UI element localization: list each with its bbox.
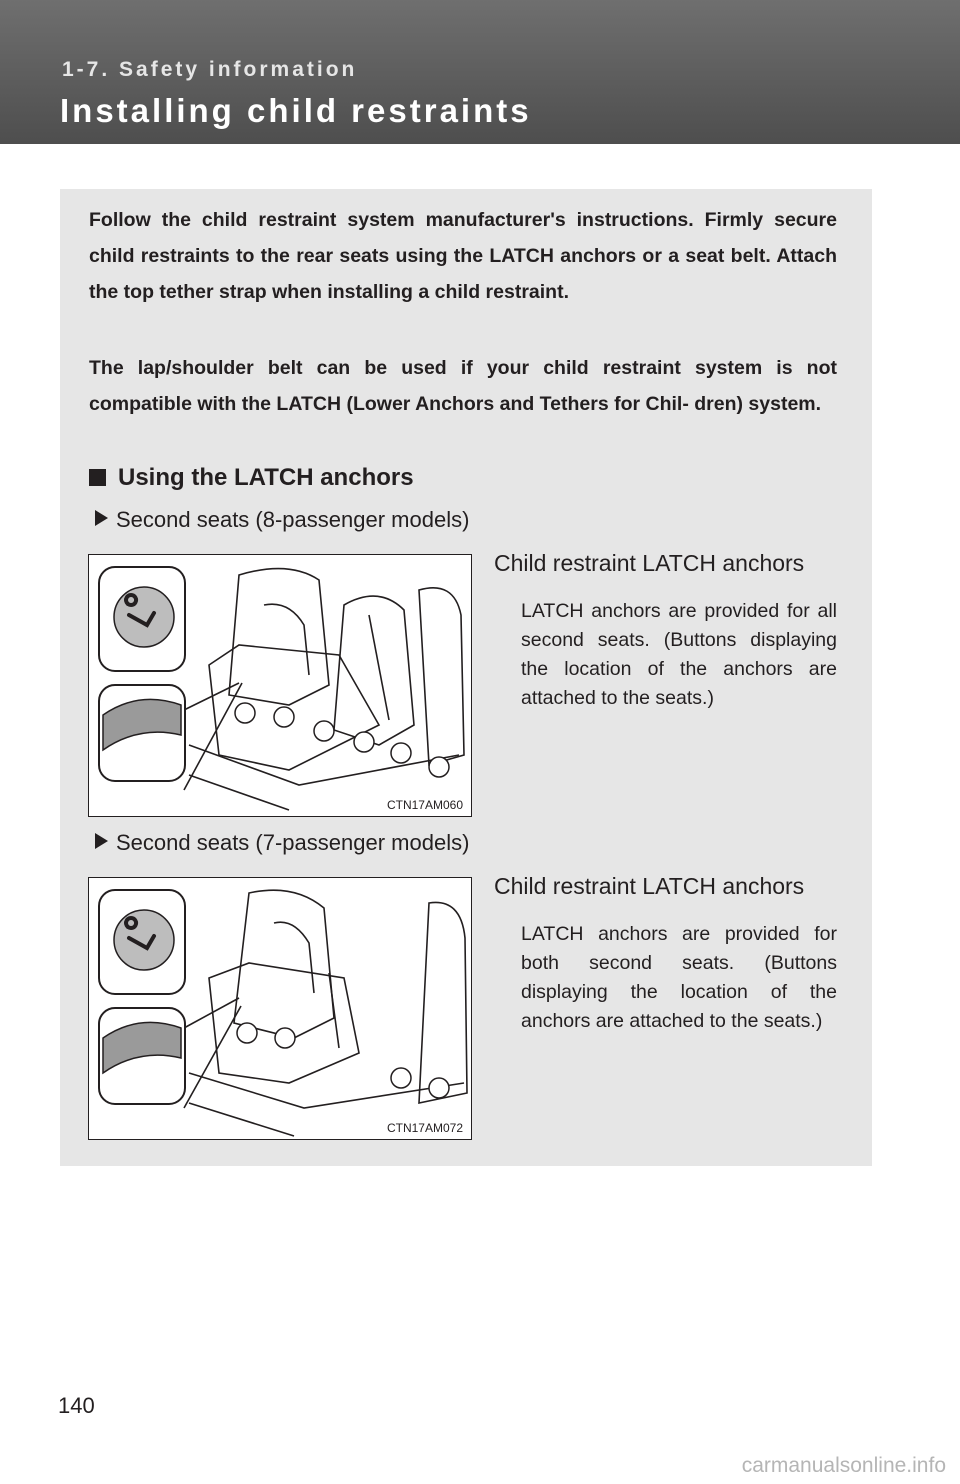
figure-8-passenger-seats [88, 554, 472, 817]
intro-paragraph-2: The lap/shoulder belt can be used if your child restraint system is not compatible with the LATCH (Lower Anchors and Tethers for Chil- dren) system. [89, 357, 837, 415]
triangle-bullet-icon [95, 510, 108, 526]
figure-code: CTN17AM060 [386, 798, 463, 812]
watermark: carmanualsonline.info [741, 1454, 946, 1477]
subheading-text: Second seats (8-passenger models) [116, 507, 470, 532]
page-number: 140 [58, 1393, 95, 1418]
page-header-band [0, 0, 960, 144]
subheading-8-passenger [95, 507, 469, 533]
intro-paragraph-1: Follow the child restraint system manufacturer's instructions. Firmly secure child restraints to the rear seats using the LATCH anchors or a seat belt. Attach the top tether strap when installing a child restraint. [89, 209, 837, 303]
section-heading [89, 464, 414, 492]
page-title: Installing child restraints [60, 92, 532, 129]
caption-latch-anchors: Child restraint LATCH anchors [494, 873, 805, 899]
description-8-passenger: LATCH anchors are provided for all second seats. (Buttons displaying the location of the anchors are attached to the seats.) [521, 600, 837, 709]
figure-code: CTN17AM072 [386, 1121, 463, 1135]
figure-7-passenger-seats [88, 877, 472, 1140]
section-heading-text: Using the LATCH anchors [118, 464, 414, 491]
description-7-passenger: LATCH anchors are provided for both second seats. (Buttons displaying the location of the anchors are attached to the seats.) [521, 923, 837, 1032]
subheading-text: Second seats (7-passenger models) [116, 830, 470, 855]
caption-latch-anchors: Child restraint LATCH anchors [494, 550, 805, 576]
seat-illustration [89, 878, 471, 1139]
square-bullet-icon [89, 469, 106, 486]
section-label: 1-7. Safety information [62, 58, 358, 81]
subheading-7-passenger [95, 830, 469, 856]
triangle-bullet-icon [95, 833, 108, 849]
seat-illustration [89, 555, 471, 816]
